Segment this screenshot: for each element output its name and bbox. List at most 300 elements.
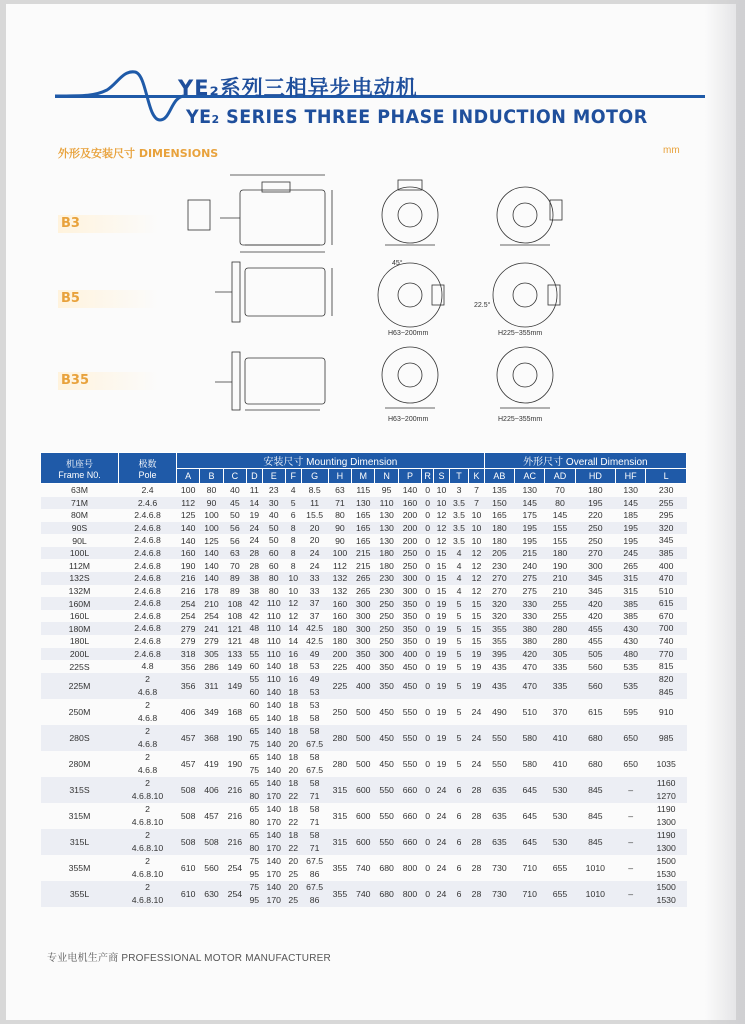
cell-b: 80 — [206, 485, 217, 496]
cell-t: 4 — [449, 547, 468, 560]
cell-m: 600 — [356, 810, 371, 821]
table-row — [41, 699, 687, 725]
cell-c: 56 — [223, 522, 246, 535]
table-row — [41, 572, 687, 585]
cell-d: 19 — [249, 510, 260, 521]
cell-b: 140 — [204, 560, 219, 571]
cell-k: 24 — [471, 706, 482, 717]
cell-ab: 730 — [484, 881, 514, 907]
wave-logo-icon — [55, 60, 185, 140]
cell-l: 255 — [646, 497, 687, 510]
cell-k: 12 — [471, 560, 482, 571]
cell-l: 345 — [658, 535, 674, 546]
cell-ad: 210 — [552, 585, 568, 596]
cell-ad: 145 — [552, 510, 568, 521]
cell-frame: 315L — [41, 829, 119, 855]
cell-ac: 240 — [522, 560, 537, 571]
cell-ad: 335 — [545, 673, 575, 699]
motor-drawings-illustration — [170, 160, 590, 450]
cell-hf: 595 — [623, 706, 638, 717]
cell-s: 19 — [434, 725, 450, 751]
cell-g: 58 67.5 — [301, 725, 328, 751]
cell-f: 18 20 — [285, 725, 301, 751]
cell-m: 600 — [352, 777, 375, 803]
cell-ab: 320 — [484, 597, 514, 610]
cell-m: 265 — [356, 585, 371, 596]
cell-s: 24 — [434, 881, 450, 907]
cell-p: 550 — [402, 758, 418, 769]
cell-ab: 150 — [484, 497, 514, 510]
cell-f: 16 — [285, 648, 301, 661]
cell-r: 0 — [425, 706, 431, 717]
cell-f: 10 — [285, 572, 301, 585]
cell-ac: 645 — [515, 777, 545, 803]
cell-h: 280 — [332, 758, 348, 769]
cell-e: 140 170 — [262, 881, 285, 907]
cell-t: 5 — [456, 661, 462, 672]
cell-ac: 275 — [522, 585, 537, 596]
cell-t: 3.5 — [449, 522, 468, 535]
cell-g: 58 71 — [301, 829, 328, 855]
cell-b: 90 — [200, 497, 223, 510]
cell-hd: 455 — [575, 622, 615, 635]
cell-a: 254 — [177, 597, 200, 610]
cell-s: 19 — [436, 758, 447, 769]
cell-l: 700 — [646, 622, 687, 635]
cell-r: 0 — [422, 777, 434, 803]
cell-h: 160 — [328, 597, 351, 610]
cell-d: 55 60 — [247, 673, 263, 699]
cell-d: 75 95 — [247, 881, 263, 907]
cell-frame: 250M — [68, 706, 91, 717]
cell-ac: 145 — [515, 497, 545, 510]
cell-pole: 2.4.6.8 — [119, 622, 177, 635]
cell-hf: 315 — [616, 572, 646, 585]
cell-k: 19 — [469, 673, 485, 699]
cell-t: 5 — [456, 636, 462, 647]
cell-t: 5 — [449, 725, 468, 751]
cell-h: 180 — [332, 636, 348, 647]
cell-r: 0 — [425, 560, 431, 571]
cell-hd: 250 — [588, 535, 603, 546]
cell-a: 125 — [180, 510, 196, 521]
label-angle-45: 45° — [392, 260, 403, 267]
cell-pole: 2.4.6.8 — [119, 597, 177, 610]
cell-n: 250 — [379, 611, 394, 622]
cell-ab: 435 — [492, 661, 507, 672]
cell-m: 215 — [356, 560, 371, 571]
cell-d: 28 — [249, 560, 260, 571]
cell-s: 15 — [436, 585, 447, 596]
cell-f: 5 — [285, 497, 301, 510]
cell-frame: 355M — [68, 862, 91, 873]
cell-pole: 2 4.6.8.10 — [119, 777, 177, 803]
cell-p: 660 — [398, 777, 421, 803]
cell-l: 510 — [658, 585, 674, 596]
cell-p: 200 — [402, 510, 418, 521]
cell-p: 300 — [398, 572, 421, 585]
cell-c: 133 — [223, 648, 246, 661]
cell-g: 42.5 — [306, 636, 324, 647]
cell-m: 740 — [356, 862, 371, 873]
cell-r: 0 — [425, 661, 431, 672]
cell-f: 20 25 — [288, 856, 299, 879]
col-header-ac: AC — [515, 469, 545, 484]
cell-pole: 2.4.6 — [119, 497, 177, 510]
col-header-e: E — [262, 469, 285, 484]
cell-n: 550 — [375, 829, 398, 855]
cell-frame: 63M — [71, 485, 88, 496]
cell-r: 0 — [422, 572, 434, 585]
cell-c: 70 — [230, 560, 240, 571]
cell-frame: 90S — [41, 522, 119, 535]
cell-l: 470 — [646, 572, 687, 585]
cell-pole: 2 4.6.8 — [137, 752, 158, 775]
cell-ac: 380 — [522, 636, 537, 647]
cell-d: 65 75 — [247, 725, 263, 751]
cell-hd: 345 — [575, 572, 615, 585]
cell-e: 110 — [262, 597, 285, 610]
cell-hf: – — [616, 829, 646, 855]
cell-ab: 635 — [484, 829, 514, 855]
label-range-large-2: H225~355mm — [498, 416, 543, 423]
cell-g: 11 — [301, 497, 328, 510]
cell-g: 67.5 86 — [306, 856, 324, 879]
cell-pole: 2 4.6.8 — [119, 673, 177, 699]
cell-ab: 435 — [484, 673, 514, 699]
cell-r: 0 — [425, 485, 431, 496]
cell-ad: 655 — [545, 881, 575, 907]
cell-e: 110 — [262, 622, 285, 635]
cell-a: 356 — [177, 673, 200, 699]
cell-g: 58 67.5 — [306, 752, 324, 775]
cell-hd: 420 — [588, 611, 603, 622]
cell-b: 406 — [200, 777, 223, 803]
cell-ac: 420 — [515, 648, 545, 661]
cell-ac: 175 — [522, 510, 537, 521]
cell-r: 0 — [422, 547, 434, 560]
label-range-small-2: H63~200mm — [388, 416, 429, 423]
cell-t: 5 — [456, 758, 462, 769]
cell-f: 10 — [288, 585, 299, 596]
cell-ac: 195 — [515, 522, 545, 535]
cell-t: 5 — [449, 597, 468, 610]
cell-m: 600 — [352, 829, 375, 855]
cell-h: 355 — [332, 862, 348, 873]
cell-g: 24 — [309, 560, 320, 571]
cell-a: 160 — [177, 547, 200, 560]
table-row — [41, 497, 687, 510]
cell-hf: – — [616, 881, 646, 907]
cell-s: 19 — [436, 661, 447, 672]
cell-h: 315 — [332, 810, 348, 821]
cell-hd: 845 — [588, 810, 603, 821]
cell-s: 19 — [434, 673, 450, 699]
cell-k: 10 — [469, 522, 485, 535]
cell-e: 110 — [262, 648, 285, 661]
cell-m: 500 — [352, 725, 375, 751]
cell-f: 18 20 — [288, 752, 299, 775]
cell-r: 0 — [422, 648, 434, 661]
cell-r: 0 — [425, 862, 431, 873]
cell-ad: 410 — [552, 758, 568, 769]
cell-n: 300 — [375, 648, 398, 661]
cell-c: 168 — [227, 706, 243, 717]
cell-n: 110 — [375, 497, 398, 510]
cell-k: 28 — [471, 862, 482, 873]
cell-frame: 200L — [41, 648, 119, 661]
cell-l: 1500 1530 — [646, 881, 687, 907]
cell-hf: 315 — [623, 585, 638, 596]
cell-l: 740 — [658, 636, 674, 647]
cell-hf: 130 — [623, 485, 638, 496]
cell-k: 28 — [469, 829, 485, 855]
cell-ac: 195 — [522, 535, 537, 546]
cell-g: 53 58 — [309, 700, 320, 723]
cell-a: 508 — [180, 810, 196, 821]
cell-ad: 155 — [545, 522, 575, 535]
cell-p: 250 — [398, 547, 421, 560]
cell-c: 216 — [223, 777, 246, 803]
cell-c: 149 — [223, 673, 246, 699]
cell-g: 20 — [301, 522, 328, 535]
col-header-p: P — [398, 469, 421, 484]
cell-f: 4 — [290, 485, 296, 495]
title-english: YE₂ SERIES THREE PHASE INDUCTION MOTOR — [186, 106, 648, 128]
table-row — [41, 597, 687, 610]
cell-frame: 315S — [41, 777, 119, 803]
cell-ad: 370 — [552, 706, 568, 717]
cell-m: 500 — [356, 706, 371, 717]
cell-hf: 430 — [623, 636, 638, 647]
cell-l: 910 — [658, 706, 674, 717]
cell-f: 14 — [285, 622, 301, 635]
cell-c: 108 — [227, 611, 243, 622]
table-row — [41, 660, 687, 673]
col-header-k: K — [469, 469, 485, 484]
cell-m: 215 — [352, 547, 375, 560]
cell-hd: 680 — [575, 725, 615, 751]
cell-k: 10 — [471, 535, 482, 546]
table-row — [41, 803, 687, 829]
cell-t: 6 — [449, 881, 468, 907]
cell-hd: 560 — [588, 661, 603, 672]
cell-hf: – — [616, 777, 646, 803]
cell-ac: 470 — [522, 661, 537, 672]
cell-p: 450 — [398, 673, 421, 699]
cell-hf: 535 — [623, 661, 638, 672]
cell-c: 149 — [227, 661, 243, 672]
cell-a: 610 — [177, 881, 200, 907]
cell-hd: 180 — [588, 485, 603, 496]
cell-pole: 2 4.6.8 — [119, 725, 177, 751]
page-edge-shadow — [705, 0, 745, 1024]
cell-l: 815 — [658, 661, 674, 672]
cell-g: 49 53 — [301, 673, 328, 699]
cell-b: 100 — [200, 522, 223, 535]
cell-h: 225 — [332, 661, 348, 672]
cell-r: 0 — [425, 810, 431, 821]
cell-t: 3.5 — [452, 535, 466, 546]
cell-s: 15 — [436, 560, 447, 571]
cell-f: 6 — [290, 510, 296, 521]
cell-m: 500 — [356, 758, 371, 769]
cell-n: 130 — [379, 510, 394, 521]
cell-b: 178 — [204, 585, 219, 596]
cell-n: 450 — [379, 758, 394, 769]
cell-hf: 480 — [616, 648, 646, 661]
cell-r: 0 — [422, 622, 434, 635]
col-header-hf: HF — [616, 469, 646, 484]
cell-e: 140 170 — [262, 829, 285, 855]
cell-e: 50 — [262, 522, 285, 535]
cell-c: 40 — [230, 485, 240, 496]
cell-f: 20 25 — [285, 881, 301, 907]
cell-s: 24 — [436, 810, 447, 821]
cell-b: 560 — [204, 862, 219, 873]
cell-d: 65 80 — [249, 804, 260, 827]
cell-c: 50 — [230, 510, 240, 521]
cell-hf: 195 — [616, 522, 646, 535]
cell-l: 385 — [646, 547, 687, 560]
cell-n: 180 — [379, 560, 394, 571]
cell-hf: 195 — [623, 535, 638, 546]
col-header-a: A — [177, 469, 200, 484]
cell-l: 770 — [646, 648, 687, 661]
cell-n: 230 — [375, 572, 398, 585]
cell-a: 279 — [177, 622, 200, 635]
cell-t: 5 — [449, 622, 468, 635]
table-row — [41, 484, 687, 497]
cell-hd: 845 — [575, 777, 615, 803]
col-header-ab: AB — [484, 469, 514, 484]
col-header-d: D — [247, 469, 263, 484]
cell-ac: 710 — [515, 881, 545, 907]
cell-hd: 1010 — [575, 881, 615, 907]
cell-l: 1160 1270 — [646, 777, 687, 803]
cell-ab: 205 — [484, 547, 514, 560]
table-row — [41, 855, 687, 881]
cell-b: 140 — [200, 547, 223, 560]
col-frame-header: 机座号 Frame N0. — [41, 453, 119, 484]
cell-p: 200 — [402, 535, 418, 546]
cell-e: 140 140 — [266, 700, 282, 723]
cell-a: 112 — [177, 497, 200, 510]
cell-m: 130 — [352, 497, 375, 510]
cell-e: 140 — [266, 661, 282, 672]
cell-ab: 635 — [492, 810, 507, 821]
cell-frame: 180M — [41, 622, 119, 635]
mount-tag-b5: B5 — [58, 290, 158, 308]
cell-m: 740 — [352, 881, 375, 907]
table-row — [41, 751, 687, 777]
cell-hd: 680 — [588, 758, 603, 769]
cell-t: 5 — [456, 611, 462, 622]
cell-s: 15 — [434, 572, 450, 585]
cell-b: 125 — [204, 535, 219, 546]
col-header-c: C — [223, 469, 246, 484]
cell-hf: 185 — [623, 510, 638, 521]
cell-h: 315 — [328, 777, 351, 803]
cell-h: 355 — [328, 881, 351, 907]
cell-n: 550 — [379, 810, 394, 821]
cell-s: 19 — [434, 622, 450, 635]
cell-s: 24 — [436, 862, 447, 873]
cell-ab: 730 — [492, 862, 507, 873]
cell-l: 230 — [658, 485, 674, 495]
cell-c: 89 — [223, 572, 246, 585]
cell-s: 10 — [436, 485, 447, 496]
cell-s: 19 — [436, 706, 447, 717]
table-row — [41, 725, 687, 751]
cell-frame: 132S — [41, 572, 119, 585]
cell-k: 19 — [471, 661, 482, 672]
cell-pole: 2.4.6.8 — [119, 522, 177, 535]
cell-d: 24 — [247, 522, 263, 535]
table-row — [41, 648, 687, 661]
cell-ac: 645 — [522, 810, 537, 821]
cell-ad: 80 — [545, 497, 575, 510]
cell-hd: 220 — [588, 510, 603, 521]
cell-hd: 345 — [588, 585, 603, 596]
cell-b: 210 — [200, 597, 223, 610]
cell-c: 63 — [223, 547, 246, 560]
cell-n: 180 — [375, 547, 398, 560]
cell-s: 19 — [436, 611, 447, 622]
cell-m: 265 — [352, 572, 375, 585]
cell-n: 550 — [375, 777, 398, 803]
cell-g: 37 — [309, 610, 320, 621]
table-row — [41, 585, 687, 598]
cell-b: 241 — [200, 622, 223, 635]
cell-r: 0 — [425, 636, 431, 647]
cell-s: 19 — [434, 648, 450, 661]
cell-g: 8.5 — [308, 485, 321, 495]
cell-ad: 180 — [545, 547, 575, 560]
cell-k: 12 — [469, 547, 485, 560]
cell-k: 7 — [474, 485, 479, 496]
cell-m: 400 — [352, 673, 375, 699]
cell-k: 28 — [469, 881, 485, 907]
cell-ad: 335 — [552, 661, 568, 672]
cell-e: 140 170 — [266, 856, 282, 879]
cell-h: 112 — [332, 560, 347, 571]
cell-pole: 2 4.6.8.10 — [119, 829, 177, 855]
cell-p: 350 — [402, 636, 418, 647]
cell-h: 315 — [328, 829, 351, 855]
cell-pole: 2.4 — [141, 485, 154, 495]
cell-c: 108 — [223, 597, 246, 610]
cell-l: 1190 1300 — [656, 804, 676, 827]
table-row — [41, 635, 687, 648]
unit-label: mm — [663, 145, 680, 156]
cell-e: 110 — [266, 636, 281, 647]
cell-f: 8 — [285, 547, 301, 560]
mount-tag-b35: B35 — [58, 372, 158, 390]
cell-t: 4 — [456, 560, 462, 571]
cell-hd: 505 — [575, 648, 615, 661]
col-header-m: M — [352, 469, 375, 484]
table-row — [41, 547, 687, 560]
cell-b: 419 — [204, 758, 219, 769]
cell-hd: 615 — [588, 706, 603, 717]
cell-hf: 650 — [616, 725, 646, 751]
cell-hd: 270 — [575, 547, 615, 560]
cell-b: 254 — [204, 611, 219, 622]
section-title: 外形及安装尺寸 DIMENSIONS — [58, 147, 219, 160]
cell-a: 140 — [180, 535, 196, 546]
cell-a: 457 — [177, 725, 200, 751]
